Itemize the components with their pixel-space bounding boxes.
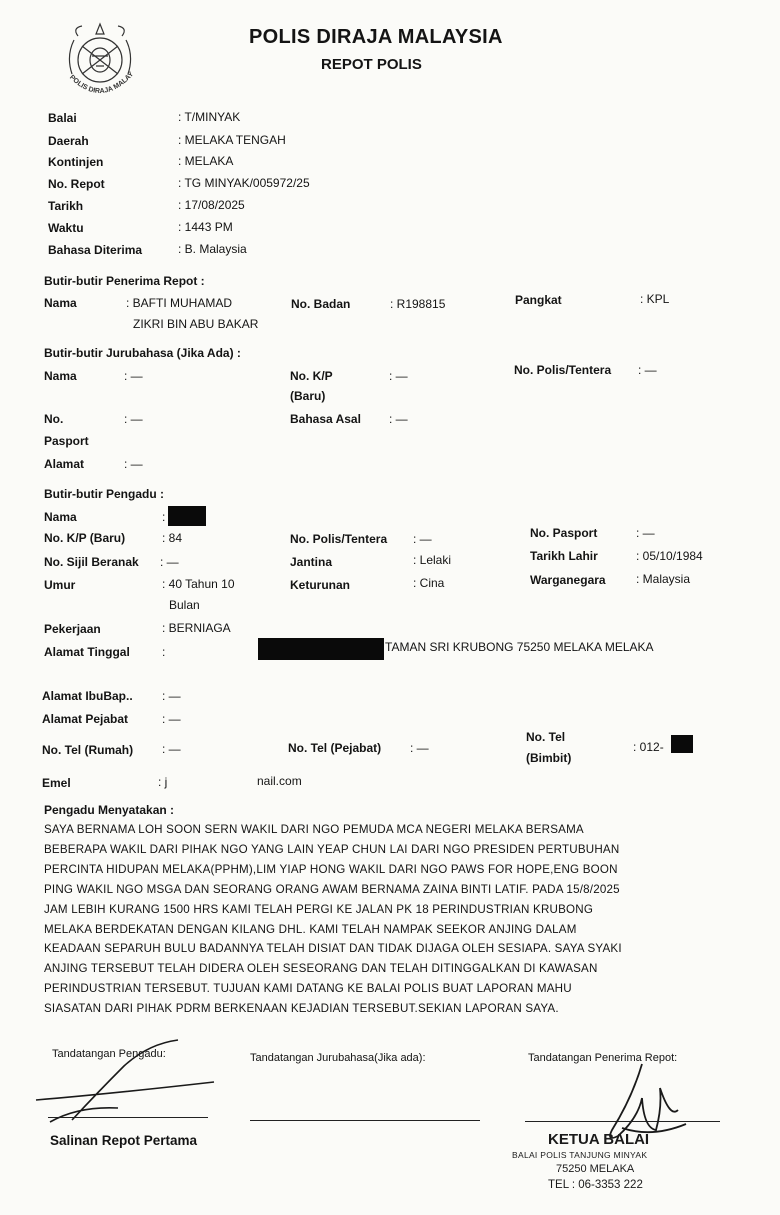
- statement-heading: Pengadu Menyatakan :: [44, 803, 175, 817]
- info-value: : MELAKA TENGAH: [178, 133, 286, 147]
- complainant-email-value-2: nail.com: [257, 774, 302, 788]
- interpreter-police-label: No. Polis/Tentera: [514, 363, 612, 377]
- complainant-ic-value: : 84: [162, 531, 183, 545]
- interpreter-signature-label: Tandatangan Jurubahasa(Jika ada):: [250, 1052, 426, 1064]
- info-label: Bahasa Diterima: [48, 243, 143, 257]
- interpreter-language-value: : —: [389, 412, 408, 426]
- statement-line: PING WAKIL NGO MSGA DAN SEORANG ORANG AWAM BERNAMA ZAINA BINTI LATIF. PADA 15/8/2025: [44, 882, 620, 896]
- complainant-birthcert-value: : —: [160, 555, 179, 569]
- complainant-mobile-tel-label: No. Tel: [526, 730, 566, 744]
- complainant-home-tel-label: No. Tel (Rumah): [42, 743, 134, 757]
- complainant-email-value: : j: [158, 775, 168, 789]
- complainant-parent-address-label: Alamat IbuBap..: [42, 689, 133, 703]
- stamp-postcode: 75250 MELAKA: [556, 1163, 635, 1175]
- interpreter-passport-value: : —: [124, 412, 143, 426]
- info-value: : B. Malaysia: [178, 242, 247, 256]
- receiver-signature-label: Tandatangan Penerima Repot:: [528, 1052, 678, 1064]
- interpreter-address-label: Alamat: [44, 457, 85, 471]
- complainant-name-value: :: [162, 510, 166, 524]
- stamp-station: BALAI POLIS TANJUNG MINYAK: [512, 1150, 648, 1160]
- statement-line: SAYA BERNAMA LOH SOON SERN WAKIL DARI NGO PEMUDA MCA NEGERI MELAKA BERSAMA: [44, 823, 584, 836]
- info-value: : T/MINYAK: [178, 110, 241, 124]
- complainant-address-prefix: :: [162, 645, 166, 659]
- statement-line: JAM LEBIH KURANG 1500 HRS KAMI TELAH PERGI KE JALAN PK 18 PERINDUSTRIAN KRUBONG: [44, 902, 594, 916]
- statement-body: [44, 820, 744, 1019]
- info-value: : TG MINYAK/005972/25: [178, 176, 310, 190]
- interpreter-passport-label: No.: [44, 412, 64, 426]
- receiver-heading: Butir-butir Penerima Repot :: [44, 274, 205, 288]
- interpreter-language-label: Bahasa Asal: [290, 412, 361, 426]
- interpreter-name-label: Nama: [44, 369, 77, 383]
- complainant-name-label: Nama: [44, 510, 77, 524]
- statement-line: BEBERAPA WAKIL DARI PIHAK NGO YANG LAIN YEAP CHUN LAI DARI NGO PRESIDEN PERTUBUHAN: [44, 842, 620, 856]
- interpreter-name-value: : —: [124, 369, 143, 383]
- complainant-office-tel-value: : —: [410, 741, 429, 755]
- complainant-dob-value: : 05/10/1984: [636, 549, 703, 563]
- redaction-box: [168, 506, 206, 526]
- stamp-phone: TEL : 06-3353 222: [548, 1179, 643, 1191]
- complainant-passport-label: No. Pasport: [530, 526, 598, 540]
- receiver-badge-label: No. Badan: [291, 297, 351, 311]
- complainant-ic-label: No. K/P (Baru): [44, 531, 126, 545]
- info-value: : 1443 PM: [178, 220, 233, 234]
- document-subtitle: REPOT POLIS: [321, 56, 422, 73]
- document-title: POLIS DIRAJA MALAYSIA: [249, 26, 503, 48]
- complainant-parent-address-value: : —: [162, 689, 181, 703]
- interpreter-ic-label-2: (Baru): [290, 389, 326, 403]
- interpreter-police-value: : —: [638, 363, 657, 377]
- interpreter-heading: Butir-butir Jurubahasa (Jika Ada) :: [44, 346, 241, 360]
- complainant-age-value-2: Bulan: [169, 598, 200, 612]
- statement-line: SIASATAN DARI PIHAK PDRM BERKENAAN KEJADIAN TERSEBUT.SEKIAN LAPORAN SAYA.: [44, 1002, 559, 1016]
- interpreter-signature-line: [250, 1120, 480, 1121]
- info-label: Daerah: [48, 134, 89, 148]
- complainant-office-address-value: : —: [162, 712, 181, 726]
- complainant-signature-line: [48, 1117, 208, 1118]
- redaction-box: [258, 638, 384, 660]
- complainant-address-label: Alamat Tinggal: [44, 645, 130, 659]
- statement-line: MELAKA BERDEKATAN DENGAN KILANG DHL. KAMI TELAH NAMPAK SEEKOR ANJING DALAM: [44, 922, 577, 936]
- info-label: Tarikh: [48, 199, 84, 213]
- statement-line: PERINDUSTRIAN TERSEBUT. TUJUAN KAMI DATANG KE BALAI POLIS BUAT LAPORAN MAHU: [44, 982, 572, 996]
- statement-line: KEADAAN SEPARUH BULU BADANNYA TELAH DISIAT DAN TIDAK DIJAGA OLEH SESIAPA. SAYA SYAKI: [44, 942, 622, 956]
- complainant-birthcert-label: No. Sijil Beranak: [44, 555, 139, 569]
- complainant-gender-label: Jantina: [290, 555, 333, 569]
- complainant-occupation-label: Pekerjaan: [44, 622, 101, 636]
- interpreter-ic-label: No. K/P: [290, 369, 333, 383]
- logo-text: POLIS DIRAJA MALAY: [68, 70, 136, 96]
- complainant-ethnicity-label: Keturunan: [290, 578, 350, 592]
- interpreter-passport-label-2: Pasport: [44, 434, 89, 448]
- complainant-address-value: TAMAN SRI KRUBONG 75250 MELAKA MELAKA: [385, 640, 654, 654]
- redaction-box: [671, 735, 693, 753]
- interpreter-ic-value: : —: [389, 369, 408, 383]
- first-copy-label: Salinan Repot Pertama: [50, 1133, 198, 1148]
- info-label: Balai: [48, 111, 77, 125]
- complainant-police-label: No. Polis/Tentera: [290, 532, 388, 546]
- complainant-gender-value: : Lelaki: [413, 553, 452, 567]
- complainant-mobile-tel-label-2: (Bimbit): [526, 751, 572, 765]
- complainant-heading: Butir-butir Pengadu :: [44, 487, 164, 501]
- complainant-police-value: : —: [413, 532, 432, 546]
- statement-line: ANJING TERSEBUT TELAH DIDERA OLEH SESEORANG DAN TELAH DITINGGALKAN DI KAWASAN: [44, 962, 598, 976]
- receiver-rank-value: : KPL: [640, 292, 670, 306]
- complainant-email-label: Emel: [42, 776, 71, 790]
- info-label: No. Repot: [48, 177, 105, 191]
- complainant-age-label: Umur: [44, 578, 76, 592]
- receiver-rank-label: Pangkat: [515, 293, 562, 307]
- complainant-citizenship-value: : Malaysia: [636, 572, 691, 586]
- complainant-age-value: : 40 Tahun 10: [162, 577, 235, 591]
- complainant-occupation-value: : BERNIAGA: [162, 621, 231, 635]
- complainant-dob-label: Tarikh Lahir: [530, 549, 598, 563]
- complainant-ethnicity-value: : Cina: [413, 576, 445, 590]
- info-value: : 17/08/2025: [178, 198, 245, 212]
- info-label: Kontinjen: [48, 155, 104, 169]
- receiver-name-label: Nama: [44, 296, 77, 310]
- receiver-name-value-2: ZIKRI BIN ABU BAKAR: [133, 317, 259, 331]
- police-crest-logo: [52, 16, 148, 102]
- complainant-mobile-tel-value: : 012-: [633, 740, 664, 754]
- complainant-signature: [28, 1036, 238, 1136]
- complainant-home-tel-value: : —: [162, 742, 181, 756]
- statement-line: PERCINTA HIDUPAN MELAKA(PPHM),LIM YIAP HONG WAKIL DARI NGO PAWS FOR HOPE,ENG BOON: [44, 862, 618, 876]
- interpreter-address-value: : —: [124, 457, 143, 471]
- complainant-office-address-label: Alamat Pejabat: [42, 712, 129, 726]
- info-value: : MELAKA: [178, 154, 234, 168]
- complainant-office-tel-label: No. Tel (Pejabat): [288, 741, 382, 755]
- complainant-signature-label: Tandatangan Pengadu:: [52, 1048, 166, 1060]
- complainant-citizenship-label: Warganegara: [530, 573, 606, 587]
- info-label: Waktu: [48, 221, 84, 235]
- receiver-name-value: : BAFTI MUHAMAD: [126, 296, 233, 310]
- complainant-passport-value: : —: [636, 526, 655, 540]
- stamp-title: KETUA BALAI: [548, 1131, 650, 1148]
- receiver-badge-value: : R198815: [390, 297, 446, 311]
